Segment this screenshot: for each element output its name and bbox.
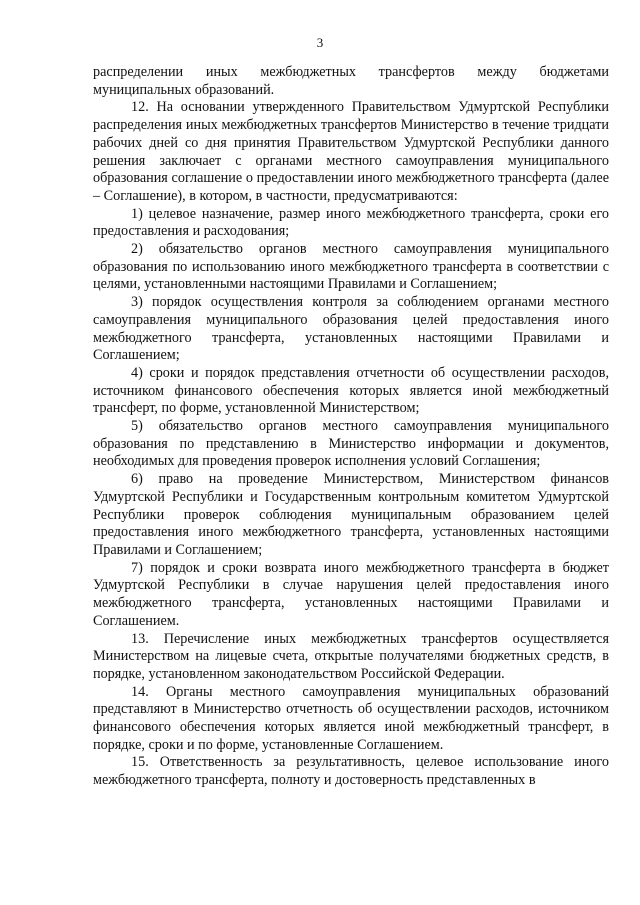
list-item-7: 7) порядок и сроки возврата иного межбюджетного трансферта в бюджет Удмуртской Республики в случае нарушения целей предоставления иного межбюджетного трансферта, установленных настоящими Правилами и Соглашением. xyxy=(93,559,609,629)
paragraph-15: 15. Ответственность за результативность, целевое использование иного межбюджетного трансферта, полноту и достоверность представленных в xyxy=(93,754,609,789)
document-body xyxy=(93,64,609,790)
paragraph-13: 13. Перечисление иных межбюджетных трансфертов осуществляется Министерством на лицевые счета, открытые получателями бюджетных средств, в порядке, установленном законодательством Российской Федерации. xyxy=(93,630,609,682)
list-item-4: 4) сроки и порядок представления отчетности об осуществлении расходов, источником финансового обеспечения которых является иной межбюджетный трансферт, по форме, установленной Министерством; xyxy=(93,364,609,417)
list-item-5: 5) обязательство органов местного самоуправления муниципального образования по представлению в Министерство информации и документов, необходимых для проведения проверок исполнения условий Соглашения; xyxy=(93,418,609,470)
list-item-2: 2) обязательство органов местного самоуправления муниципального образования по использованию иного межбюджетного трансферта в соответствии с целями, установленными настоящими Правилами и Соглашением; xyxy=(93,241,609,293)
paragraph-continuation: распределении иных межбюджетных трансфертов между бюджетами муниципальных образований. xyxy=(93,64,609,98)
list-item-3: 3) порядок осуществления контроля за соблюдением органами местного самоуправления муниципального образования целей предоставления иного межбюджетного трансферта, установленных настоящими Правилами и Соглашением; xyxy=(93,294,609,364)
page-number: 3 xyxy=(316,35,324,50)
list-item-1: 1) целевое назначение, размер иного межбюджетного трансферта, сроки его предоставления и расходования; xyxy=(93,205,609,240)
paragraph-14: 14. Органы местного самоуправления муниципальных образований представляют в Министерство отчетность об осуществлении расходов, источником финансового обеспечения которых является иной межбюджетный трансферт, в порядке, сроки и по форме, установленные Соглашением. xyxy=(93,683,609,753)
list-item-6: 6) право на проведение Министерством, Министерством финансов Удмуртской Республики и Государственным контрольным комитетом Удмуртской Республики проверок соблюдения муниципальным образованием целей предоставления иного межбюджетного трансферта, установленных настоящими Правилами и Соглашением; xyxy=(93,471,609,558)
paragraph-12: 12. На основании утвержденного Правительством Удмуртской Республики распределения иных межбюджетных трансфертов Министерство в течение тридцати рабочих дней со дня принятия Правительством Удмуртской Республики данного решения заключает с органами местного самоуправления муниципального образования соглашение о предоставлении иного межбюджетного трансферта (далее – Соглашение), в котором, в частности, предусматриваются: xyxy=(93,99,609,204)
